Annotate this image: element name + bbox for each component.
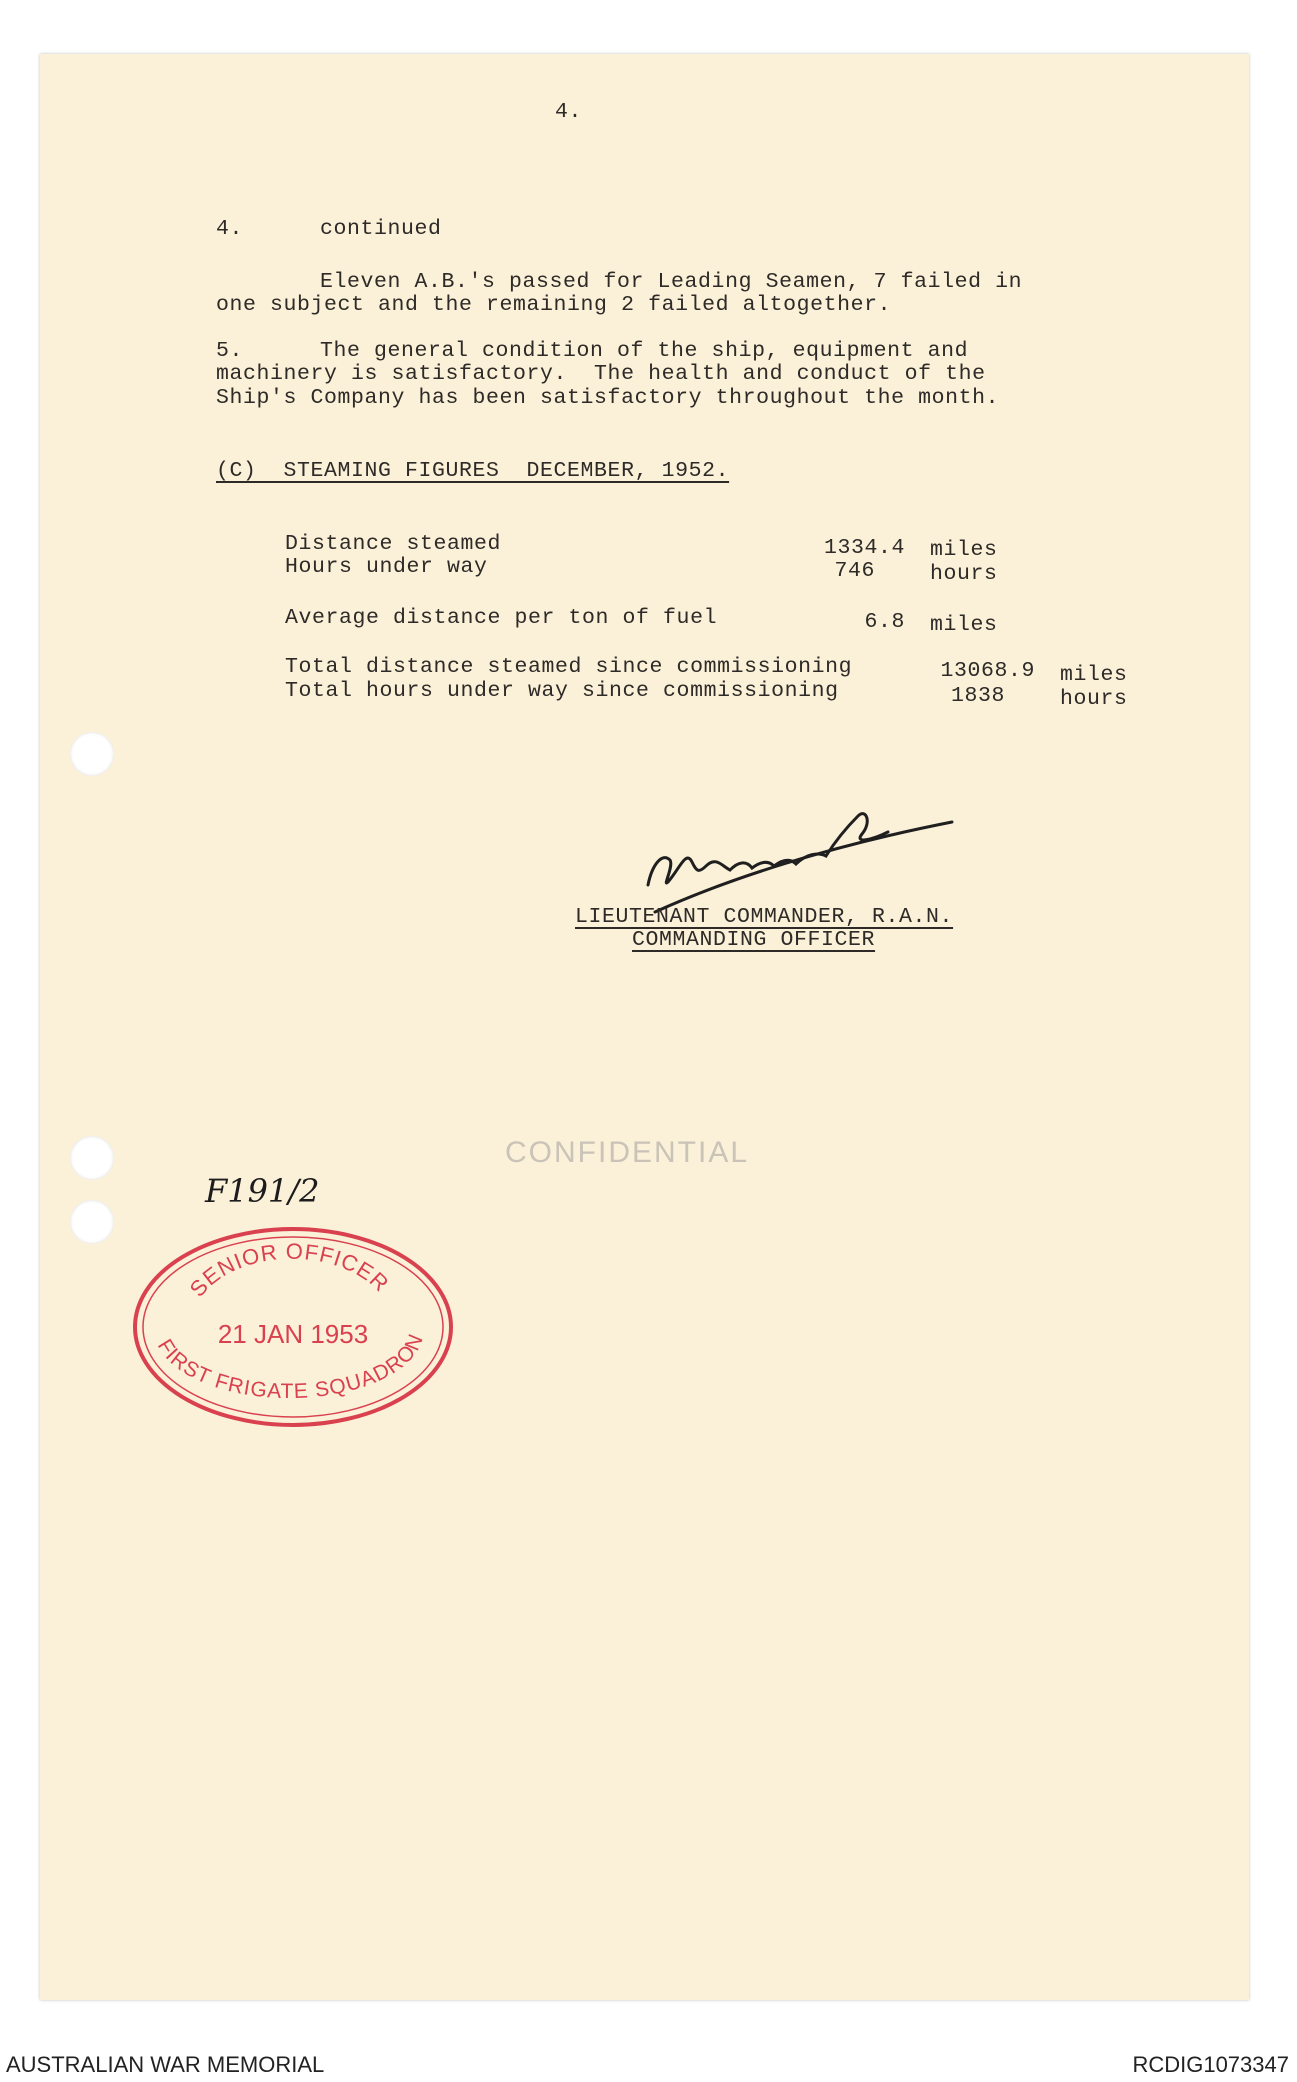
figure-label: Distance steamed	[285, 532, 502, 556]
section-c-heading: (C) STEAMING FIGURES DECEMBER, 1952.	[216, 459, 730, 483]
stamp-bottom-text: FIRST FRIGATE SQUADRON	[152, 1330, 429, 1404]
figure-unit: miles	[1060, 663, 1128, 687]
para5-line3: Ship's Company has been satisfactory throughout the month.	[216, 386, 1000, 410]
stamp-date: 21 JAN 1953	[217, 1319, 369, 1349]
figure-value: 746	[834, 559, 875, 583]
received-stamp	[123, 1217, 463, 1437]
figure-label: Total distance steamed since commissioning	[285, 655, 853, 679]
section-continued: continued	[320, 217, 442, 241]
figure-value: 1334.4	[823, 536, 905, 560]
para5-line2: machinery is satisfactory. The health and conduct of the	[216, 362, 986, 386]
file-reference: F191/2	[205, 1172, 320, 1210]
figure-value: 13068.9	[940, 659, 1035, 683]
confidential-watermark: CONFIDENTIAL	[505, 1136, 750, 1169]
footer-left: AUSTRALIAN WAR MEMORIAL	[6, 2052, 325, 2077]
figure-label: Average distance per ton of fuel	[285, 606, 718, 630]
figure-value: 1838	[950, 684, 1005, 708]
punch-hole	[70, 732, 114, 776]
para4-line1: Eleven A.B.'s passed for Leading Seamen, 7 failed in	[320, 270, 1023, 294]
signature-scrawl	[640, 770, 960, 920]
figure-unit: hours	[930, 562, 998, 586]
figure-label: Hours under way	[285, 555, 488, 579]
signature-rank: LIEUTENANT COMMANDER, R.A.N.	[575, 905, 954, 929]
stamp-top-text: SENIOR OFFICER	[184, 1238, 395, 1302]
figure-unit: miles	[930, 538, 998, 562]
punch-hole	[70, 1200, 114, 1244]
page-number: 4.	[555, 100, 583, 124]
para5-line1: The general condition of the ship, equipment and	[320, 339, 969, 363]
punch-hole	[70, 1136, 114, 1180]
figure-unit: miles	[930, 613, 998, 637]
para5-number: 5.	[216, 339, 244, 363]
figure-unit: hours	[1060, 687, 1128, 711]
footer-right: RCDIG1073347	[1132, 2052, 1289, 2077]
para4-line2: one subject and the remaining 2 failed altogether.	[216, 293, 892, 317]
figure-value: 6.8	[864, 610, 905, 634]
figure-label: Total hours under way since commissioning	[285, 679, 839, 703]
signature-role: COMMANDING OFFICER	[632, 928, 876, 952]
section-ref: 4.	[216, 217, 244, 241]
